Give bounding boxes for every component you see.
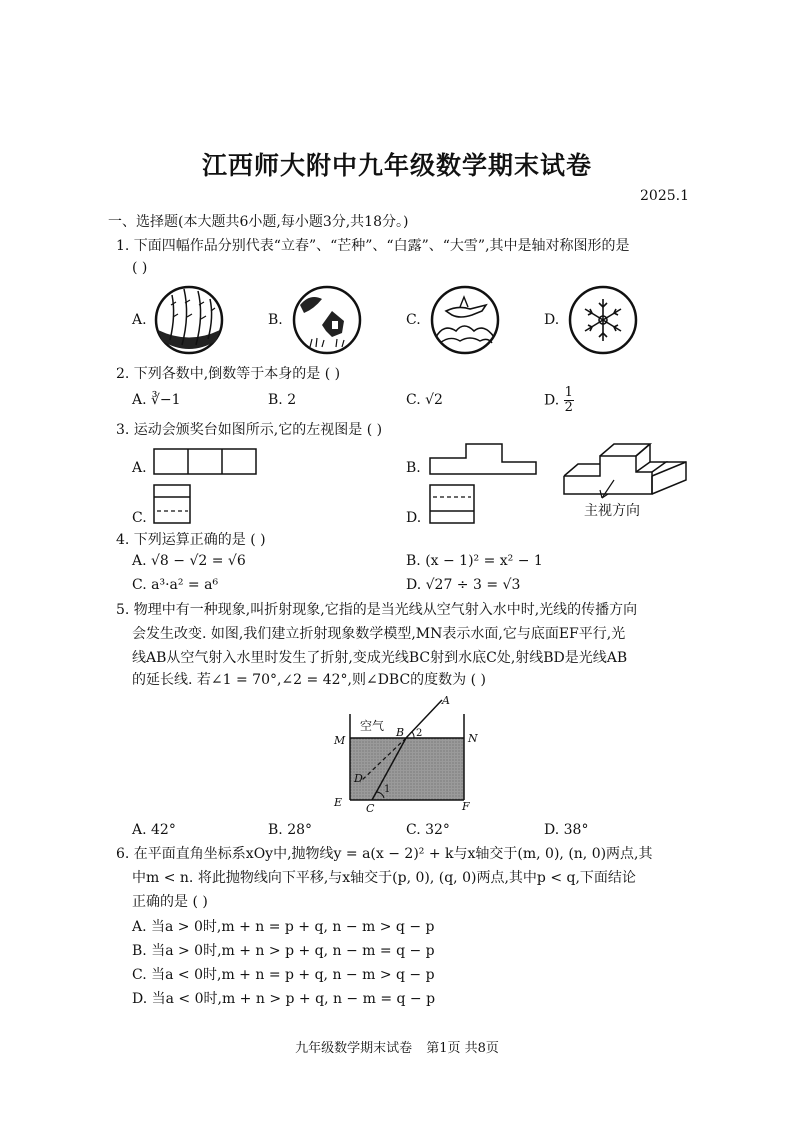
q6-option-d: D. 当a < 0时,m + n > p + q, n − m = q − p (132, 991, 436, 1007)
q6-option-c: C. 当a < 0时,m + n = p + q, n − m > q − p (132, 967, 435, 983)
q4-option-c: C. a³·a² = a⁶ (132, 577, 219, 593)
q2-option-d-numerator: 1 (564, 385, 573, 400)
q5-option-c: C. 32° (406, 822, 450, 838)
label-b: B (396, 726, 405, 739)
q2-option-d-label: D. (544, 392, 560, 409)
q2-option-a: A. ∛−1 (132, 392, 181, 408)
footer-exam-name: 九年级数学期末试卷 (295, 1041, 413, 1056)
q5-line4: 的延长线. 若∠1 = 70°,∠2 = 42°,则∠DBC的度数为 ( ) (132, 672, 487, 688)
section-heading: 一、选择题(本大题共6小题,每小题3分,共18分。) (108, 214, 409, 230)
q3-figure-b-podium-outline (428, 442, 540, 476)
q1-stem-line2: ( ) (132, 260, 148, 276)
q3-figure-a-three-boxes (152, 447, 260, 477)
angle-1-label: 1 (384, 784, 391, 795)
q3-option-c-label: C. (132, 510, 147, 526)
label-e: E (334, 796, 343, 809)
q5-option-a: A. 42° (132, 822, 176, 838)
q5-option-d: D. 38° (544, 822, 589, 838)
q4-option-b: B. (x − 1)² = x² − 1 (406, 553, 543, 569)
footer-page-number: 第1页 共8页 (426, 1041, 499, 1056)
q5-line3: 线AB从空气射入水里时发生了折射,变成光线BC射到水底C处,射线BD是光线AB (132, 650, 628, 666)
q3-arrow-label: 主视方向 (584, 503, 640, 519)
label-a: A (442, 694, 450, 707)
q2-option-d-fraction (564, 386, 574, 415)
label-n: N (468, 732, 478, 745)
q2-option-b: B. 2 (268, 392, 297, 408)
q6-line1: 6. 在平面直角坐标系xOy中,抛物线y = a(x − 2)² + k与x轴交于(m, 0), (n, 0)两点,其 (116, 846, 653, 862)
angle-2-label: 2 (416, 728, 423, 739)
q3-figure-c-box-dashed (152, 483, 192, 525)
water-region (350, 738, 464, 800)
q5-line1: 5. 物理中有一种现象,叫折射现象,它指的是当光线从空气射入水中时,光线的传播方向 (116, 602, 638, 618)
q2-option-c: C. √2 (406, 392, 443, 408)
q3-stem: 3. 运动会颁奖台如图所示,它的左视图是 ( ) (116, 422, 383, 438)
label-c: C (366, 802, 375, 815)
q1-option-a-label: A. (132, 312, 147, 328)
page-title: 江西师大附中九年级数学期末试卷 (201, 151, 592, 180)
q3-option-a-label: A. (132, 460, 147, 476)
page-footer (0, 1037, 794, 1056)
air-label: 空气 (360, 719, 385, 733)
q3-figure-d-box-dashed (428, 483, 476, 525)
q1-option-d-label: D. (544, 312, 560, 328)
q1-figure-b-grain-in-ear (292, 285, 362, 355)
q3-option-b-label: B. (406, 460, 421, 476)
q5-option-b: B. 28° (268, 822, 313, 838)
q2-stem: 2. 下列各数中,倒数等于本身的是 ( ) (116, 366, 341, 382)
q4-option-d: D. √27 ÷ 3 = √3 (406, 577, 521, 593)
q6-line3: 正确的是 ( ) (132, 894, 208, 910)
q6-option-b: B. 当a > 0时,m + n > p + q, n − m = q − p (132, 943, 435, 959)
q4-option-a: A. √8 − √2 = √6 (132, 553, 246, 569)
label-d: D (354, 772, 363, 785)
q1-option-c-label: C. (406, 312, 421, 328)
q3-option-d-label: D. (406, 510, 422, 526)
q6-line2: 中m < n. 将此抛物线向下平移,与x轴交于(p, 0), (q, 0)两点,其中p < q,下面结论 (132, 870, 636, 886)
q1-figure-d-major-snow (568, 285, 638, 355)
q1-stem-line1: 1. 下面四幅作品分别代表“立春”、“芒种”、“白露”、“大雪”,其中是轴对称图形的是 (116, 238, 630, 254)
label-f: F (462, 800, 470, 813)
exam-date: 2025.1 (640, 188, 689, 204)
label-m: M (334, 734, 346, 747)
q5-line2: 会发生改变. 如图,我们建立折射现象数学模型,MN表示水面,它与底面EF平行,光 (132, 626, 626, 642)
q1-option-b-label: B. (268, 312, 283, 328)
q6-option-a: A. 当a > 0时,m + n = p + q, n − m > q − p (132, 919, 435, 935)
q5-refraction-figure (326, 690, 486, 816)
q4-stem: 4. 下列运算正确的是 ( ) (116, 532, 266, 548)
q2-option-d (544, 386, 574, 415)
q1-figure-c-white-dew (430, 285, 500, 355)
q2-option-d-denominator: 2 (564, 400, 573, 415)
q1-figure-a-spring-willow (154, 285, 224, 355)
